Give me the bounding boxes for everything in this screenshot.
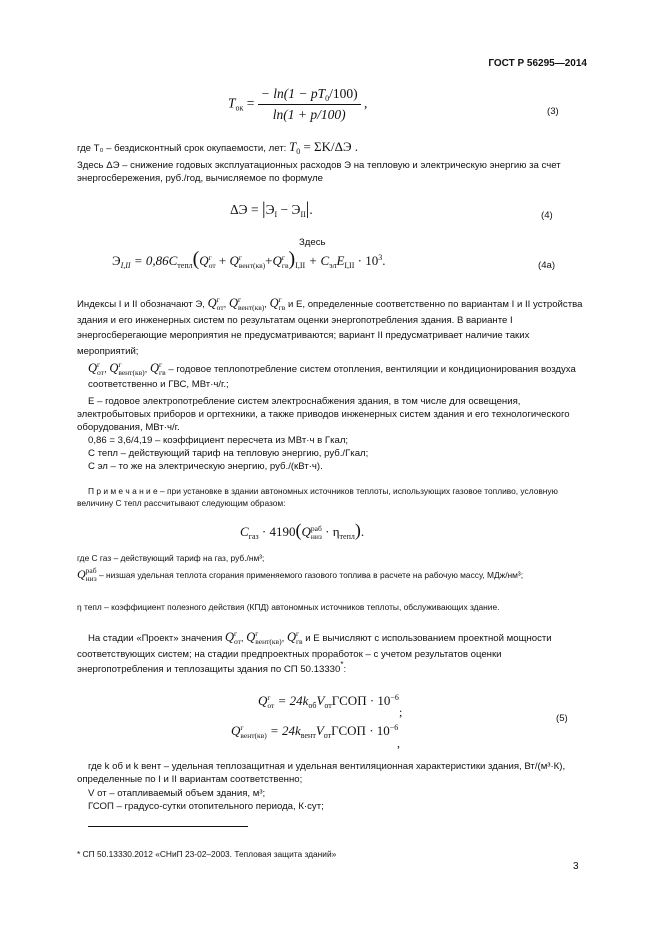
equation-5-line-2-tail: ,	[397, 736, 400, 750]
equation-5-line-1-tail: ;	[399, 705, 403, 719]
gas-formula: $C_{газ} \cdot 4190(Q$ раб низ · $\eta_{тепл}$).	[240, 520, 365, 542]
k-description: где k об и k вент – удельная теплозащитная и удельная вентиляционная характеристики здания, Вт/(м³·К), определенные по I и II вариантам соответственно;	[77, 761, 566, 785]
v-description: V от – отапливаемый объем здания, м³;	[88, 788, 266, 799]
t0-definition: где T₀ – бездисконтный срок окупаемости, лет: $T_0 = \Sigma K/\Delta Э$ .	[77, 139, 359, 156]
delta-e-paragraph: Здесь ΔЭ – снижение годовых эксплуатационных расходов Э на тепловую и электрическую энергию за счет энергосбережения, руб./год, вычисляемое по формуле	[77, 160, 561, 184]
note-paragraph: П р и м е ч а н и е – при установке в здании автономных источников теплоты, использующих газовое топливо, условную величину C тепл рассчитывают следующим образом:	[77, 486, 558, 508]
gsop-description: ГСОП – градусо-сутки отопительного периода, К·сут;	[88, 801, 324, 812]
equation-4a: $Э_{I,II} = 0,86C_{тепл}(Q$ г от + Q г вент(кв) +Q г гв )$_{I,II} + C_{эл}E_{I,II} \cdot 10^3$.	[112, 248, 386, 271]
footnote-rule	[88, 826, 248, 827]
c-gaz-description: где C газ – действующий тариф на газ, руб./нм³;	[77, 553, 265, 563]
eta-description: η тепл – коэффициент полезного действия (КПД) автономных источников теплоты, обслуживающих здание.	[77, 602, 500, 612]
page-number: 3	[573, 861, 579, 872]
indices-paragraph: Индексы I и II обозначают Э, Q г от , Q г вент(кв) , Q г гв и E, определенные соответственно по вариантам I и II устройства здания и его инженерных систем по результатам оценки энергопотребления здания. В варианте I энергосберегающие мероприятия не предусматриваются; вариант II предусматривает наличие таких мероприятий;	[77, 295, 583, 357]
c-el-line: C эл – то же на электрическую энергию, руб./(кВт·ч).	[88, 461, 323, 472]
q-low-description: Q раб низ – низшая удельная теплота сгорания применяемого газового топлива в расчете на рабочую массу, МДж/нм³;	[77, 566, 524, 583]
equation-5-line-1: Q г от = $24k_{об}V_{от}ГСОП \cdot 10^{-6}$	[258, 693, 399, 711]
equation-3-number: (3)	[547, 106, 559, 117]
q-description: Q г от , Q г вент(кв) , Q г гв – годовое теплопотребление систем отопления, вентиляции и кондиционирования воздуха соответственно и ГВС, МВт·ч/г.;	[88, 360, 576, 391]
standard-header: ГОСТ Р 56295—2014	[488, 58, 587, 69]
equation-4a-number: (4а)	[538, 260, 556, 271]
equation-3: $T_{ок}$ = $\frac{- \ln(1 - pT_0/100)}{\ln(1 + p/100)}$ ,	[228, 86, 368, 122]
equation-4: $\Delta Э = |Э_I - Э_{II}|$.	[230, 198, 313, 219]
footnote: * СП 50.13330.2012 «СНиП 23-02–2003. Тепловая защита зданий»	[77, 849, 337, 859]
zdes-label: Здесь	[299, 237, 326, 248]
e-description: E – годовое электропотребление систем электроснабжения здания, в том числе для освещения, электробытовых приборов и оргтехники, а также приводов инженерных систем здания и его технологического оборудования, МВт·ч/г.	[77, 396, 570, 433]
project-stage-paragraph: На стадии «Проект» значения Q г от , Q г вент(кв) , Q г гв и E вычисляют с использованием проектной мощности соответствующих систем; на стадии предпроектных проработок – с учетом результатов оценки энергопотребления и теплозащиты здания по СП 50.13330*:	[77, 629, 552, 675]
equation-4-number: (4)	[541, 210, 553, 221]
equation-5-number: (5)	[556, 713, 568, 724]
c-tepl-line: C тепл – действующий тариф на тепловую энергию, руб./Гкал;	[88, 448, 369, 459]
coefficient-line: 0,86 = 3,6/4,19 – коэффициент пересчета из МВт·ч в Гкал;	[88, 435, 349, 446]
equation-5-line-2: Q г вент(кв) = $24k_{вент}V_{от}ГСОП \cdot 10^{-6}$	[231, 723, 399, 741]
